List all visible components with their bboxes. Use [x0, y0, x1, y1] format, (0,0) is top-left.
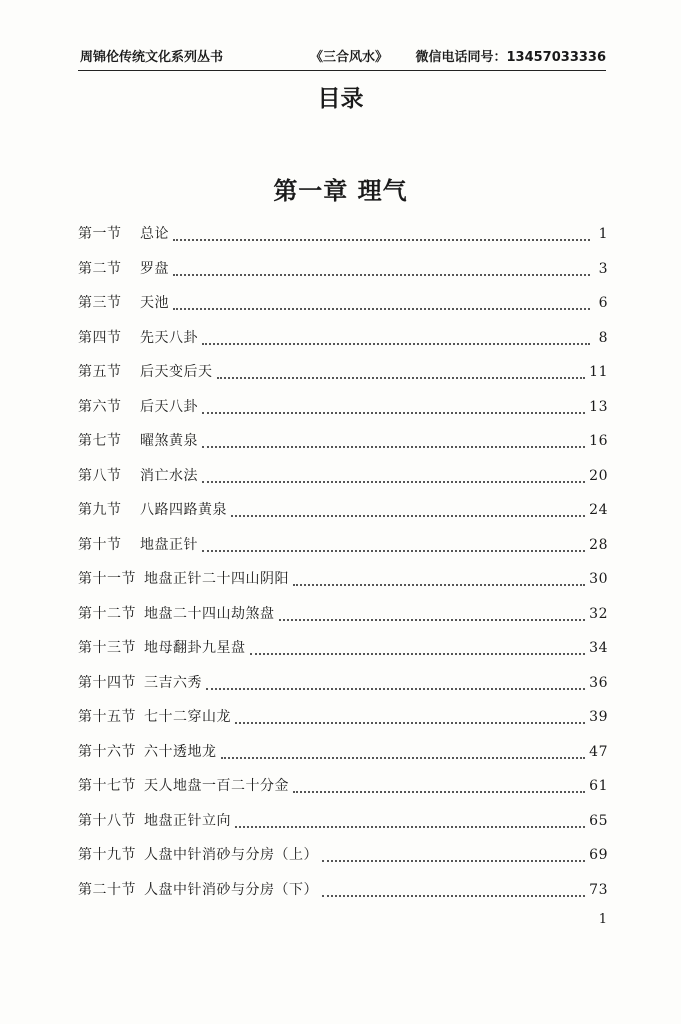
toc-section-number: 第七节 — [78, 433, 122, 450]
toc-page-number: 47 — [589, 743, 608, 760]
toc-page-number: 65 — [589, 812, 608, 829]
toc-section-number: 第十一节 — [78, 571, 136, 588]
toc-page-number: 34 — [589, 640, 608, 657]
toc-page-number: 30 — [589, 571, 608, 588]
toc-page-number: 32 — [589, 605, 608, 622]
toc-entry[interactable] — [78, 424, 608, 459]
toc-entry[interactable] — [78, 286, 608, 321]
toc-entry[interactable] — [78, 562, 608, 597]
toc-section-title: 地盘正针立向 — [144, 812, 231, 829]
toc-section-number: 第九节 — [78, 502, 122, 519]
toc-section-number: 第十节 — [78, 536, 122, 553]
toc-page-number: 3 — [598, 260, 608, 277]
toc-entry[interactable] — [78, 390, 608, 425]
toc-section-title: 地盘二十四山劫煞盘 — [144, 605, 275, 622]
toc-entry[interactable] — [78, 873, 608, 908]
toc-dot-leader — [322, 860, 585, 862]
toc-section-number: 第二十节 — [78, 881, 136, 898]
toc-section-number: 第四节 — [78, 329, 122, 346]
toc-dot-leader — [173, 239, 590, 241]
toc-entry[interactable] — [78, 217, 608, 252]
toc-dot-leader — [235, 722, 585, 724]
toc-section-title: 罗盘 — [140, 260, 169, 277]
toc-section-number: 第六节 — [78, 398, 122, 415]
toc-section-title: 后天变后天 — [140, 364, 213, 381]
toc-section-number: 第三节 — [78, 295, 122, 312]
toc-section-title: 先天八卦 — [140, 329, 198, 346]
toc-page-number: 61 — [589, 778, 608, 795]
toc-section-title: 八路四路黄泉 — [140, 502, 227, 519]
toc-dot-leader — [231, 515, 585, 517]
toc-section-title: 人盘中针消砂与分房（下） — [144, 881, 318, 898]
toc-dot-leader — [202, 550, 585, 552]
toc-entry[interactable] — [78, 528, 608, 563]
toc-entry[interactable] — [78, 769, 608, 804]
toc-section-number: 第二节 — [78, 260, 122, 277]
toc-section-number: 第八节 — [78, 467, 122, 484]
toc-section-number: 第十六节 — [78, 743, 136, 760]
toc-dot-leader — [173, 274, 590, 276]
toc-entry[interactable] — [78, 735, 608, 770]
toc-section-number: 第十九节 — [78, 847, 136, 864]
toc-title: 目录 — [317, 86, 364, 112]
toc-entry[interactable] — [78, 804, 608, 839]
toc-entry[interactable] — [78, 631, 608, 666]
toc-section-title: 六十透地龙 — [144, 743, 217, 760]
toc-entry[interactable] — [78, 321, 608, 356]
toc-page-number: 6 — [598, 295, 608, 312]
toc-dot-leader — [322, 895, 585, 897]
toc-section-title: 曜煞黄泉 — [140, 433, 198, 450]
toc-section-title: 地盘正针二十四山阴阳 — [144, 571, 289, 588]
toc-entry[interactable] — [78, 838, 608, 873]
toc-section-number: 第十四节 — [78, 674, 136, 691]
toc-entry[interactable] — [78, 355, 608, 390]
toc-section-title: 地母翻卦九星盘 — [144, 640, 246, 657]
toc-page-number: 13 — [589, 398, 608, 415]
toc-dot-leader — [217, 377, 586, 379]
toc-page-number: 73 — [589, 881, 608, 898]
toc-dot-leader — [202, 481, 585, 483]
toc-page-number: 36 — [589, 674, 608, 691]
toc-section-number: 第五节 — [78, 364, 122, 381]
toc-entry[interactable] — [78, 666, 608, 701]
page-number: 1 — [598, 912, 607, 927]
toc-section-number: 第一节 — [78, 226, 122, 243]
toc-entry[interactable] — [78, 700, 608, 735]
toc-section-number: 第十五节 — [78, 709, 136, 726]
toc-page-number: 28 — [589, 536, 608, 553]
toc-section-title: 天人地盘一百二十分金 — [144, 778, 289, 795]
toc-dot-leader — [202, 343, 590, 345]
running-header — [78, 46, 606, 71]
toc-page-number: 11 — [589, 364, 608, 381]
toc-dot-leader — [293, 584, 585, 586]
series-name: 周锦伦传统文化系列丛书 — [80, 50, 224, 65]
toc-section-title: 七十二穿山龙 — [144, 709, 231, 726]
toc-section-title: 人盘中针消砂与分房（上） — [144, 847, 318, 864]
contact-info: 微信电话同号：13457033336 — [415, 50, 606, 65]
toc-dot-leader — [221, 757, 586, 759]
toc-dot-leader — [202, 412, 585, 414]
toc-page-number: 16 — [589, 433, 608, 450]
toc-section-number: 第十八节 — [78, 812, 136, 829]
toc-dot-leader — [250, 653, 586, 655]
toc-entry[interactable] — [78, 459, 608, 494]
book-title: 《三合风水》 — [310, 50, 389, 65]
toc-section-title: 地盘正针 — [140, 536, 198, 553]
toc-page-number: 8 — [598, 329, 608, 346]
chapter-title: 第一章 理气 — [273, 177, 408, 205]
toc-section-title: 总论 — [140, 226, 169, 243]
toc-page-number: 69 — [589, 847, 608, 864]
toc-entry[interactable] — [78, 493, 608, 528]
toc-dot-leader — [173, 308, 590, 310]
toc-section-number: 第十三节 — [78, 640, 136, 657]
toc-page-number: 20 — [589, 467, 608, 484]
toc-page-number: 1 — [598, 226, 608, 243]
toc-dot-leader — [279, 619, 586, 621]
toc-section-title: 天池 — [140, 295, 169, 312]
toc-page-number: 39 — [589, 709, 608, 726]
toc-section-title: 消亡水法 — [140, 467, 198, 484]
toc-dot-leader — [293, 791, 585, 793]
toc-entry[interactable] — [78, 252, 608, 287]
toc-page-number: 24 — [589, 502, 608, 519]
toc-section-number: 第十七节 — [78, 778, 136, 795]
toc-section-title: 后天八卦 — [140, 398, 198, 415]
toc-dot-leader — [235, 826, 585, 828]
toc-section-title: 三吉六秀 — [144, 674, 202, 691]
table-of-contents — [78, 217, 608, 907]
toc-entry[interactable] — [78, 597, 608, 632]
toc-dot-leader — [202, 446, 585, 448]
toc-dot-leader — [206, 688, 585, 690]
toc-section-number: 第十二节 — [78, 605, 136, 622]
